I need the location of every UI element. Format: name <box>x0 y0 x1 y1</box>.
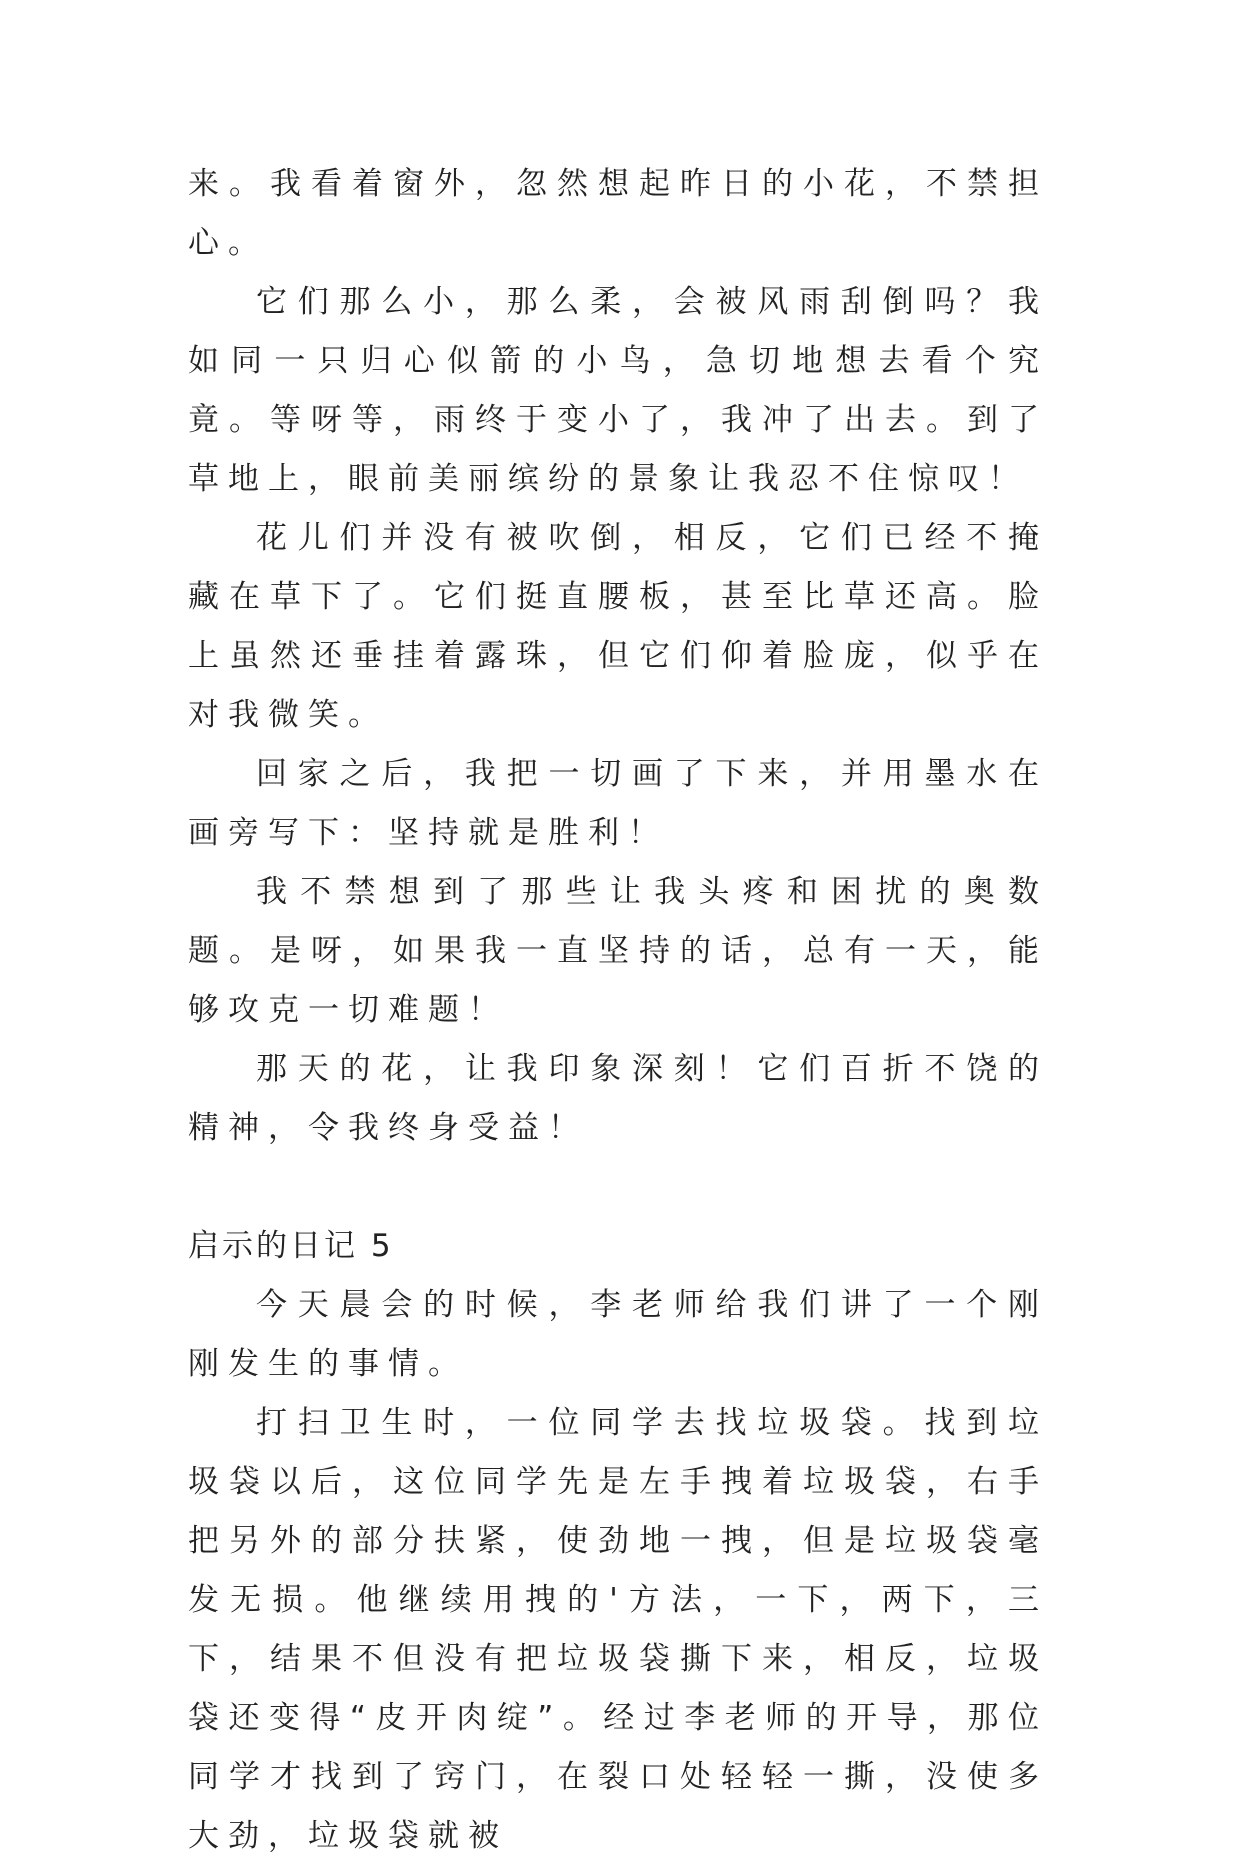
document-body <box>188 155 1048 1866</box>
paragraph-8: 打扫卫生时，一位同学去找垃圾袋。找到垃圾袋以后，这位同学先是左手拽着垃圾袋，右手把另外的部分扶紧，使劲地一拽，但是垃圾袋毫发无损。他继续用拽的'方法，一下，两下，三下，结果不但没有把垃圾袋撕下来，相反，垃圾袋还变得“皮开肉绽”。经过李老师的开导，那位同学才找到了窍门，在裂口处轻轻一撕，没使多大劲，垃圾袋就被 <box>188 1405 1048 1854</box>
paragraph-7: 今天晨会的时候，李老师给我们讲了一个刚刚发生的事情。 <box>188 1287 1048 1382</box>
paragraph-5: 我不禁想到了那些让我头疼和困扰的奥数题。是呀，如果我一直坚持的话，总有一天，能够攻克一切难题！ <box>188 874 1048 1028</box>
paragraph-4: 回家之后，我把一切画了下来，并用墨水在画旁写下：坚持就是胜利！ <box>188 756 1048 851</box>
paragraph-6: 那天的花，让我印象深刻！它们百折不饶的精神，令我终身受益！ <box>188 1051 1048 1146</box>
paragraph-3: 花儿们并没有被吹倒，相反，它们已经不掩藏在草下了。它们挺直腰板，甚至比草还高。脸上虽然还垂挂着露珠，但它们仰着脸庞，似乎在对我微笑。 <box>188 520 1048 733</box>
section-heading: 启示的日记 5 <box>188 1228 394 1264</box>
paragraph-2: 它们那么小，那么柔，会被风雨刮倒吗？我如同一只归心似箭的小鸟，急切地想去看个究竟。等呀等，雨终于变小了，我冲了出去。到了草地上，眼前美丽缤纷的景象让我忍不住惊叹！ <box>188 284 1048 497</box>
paragraph-1: 来。我看着窗外，忽然想起昨日的小花，不禁担心。 <box>188 166 1048 261</box>
